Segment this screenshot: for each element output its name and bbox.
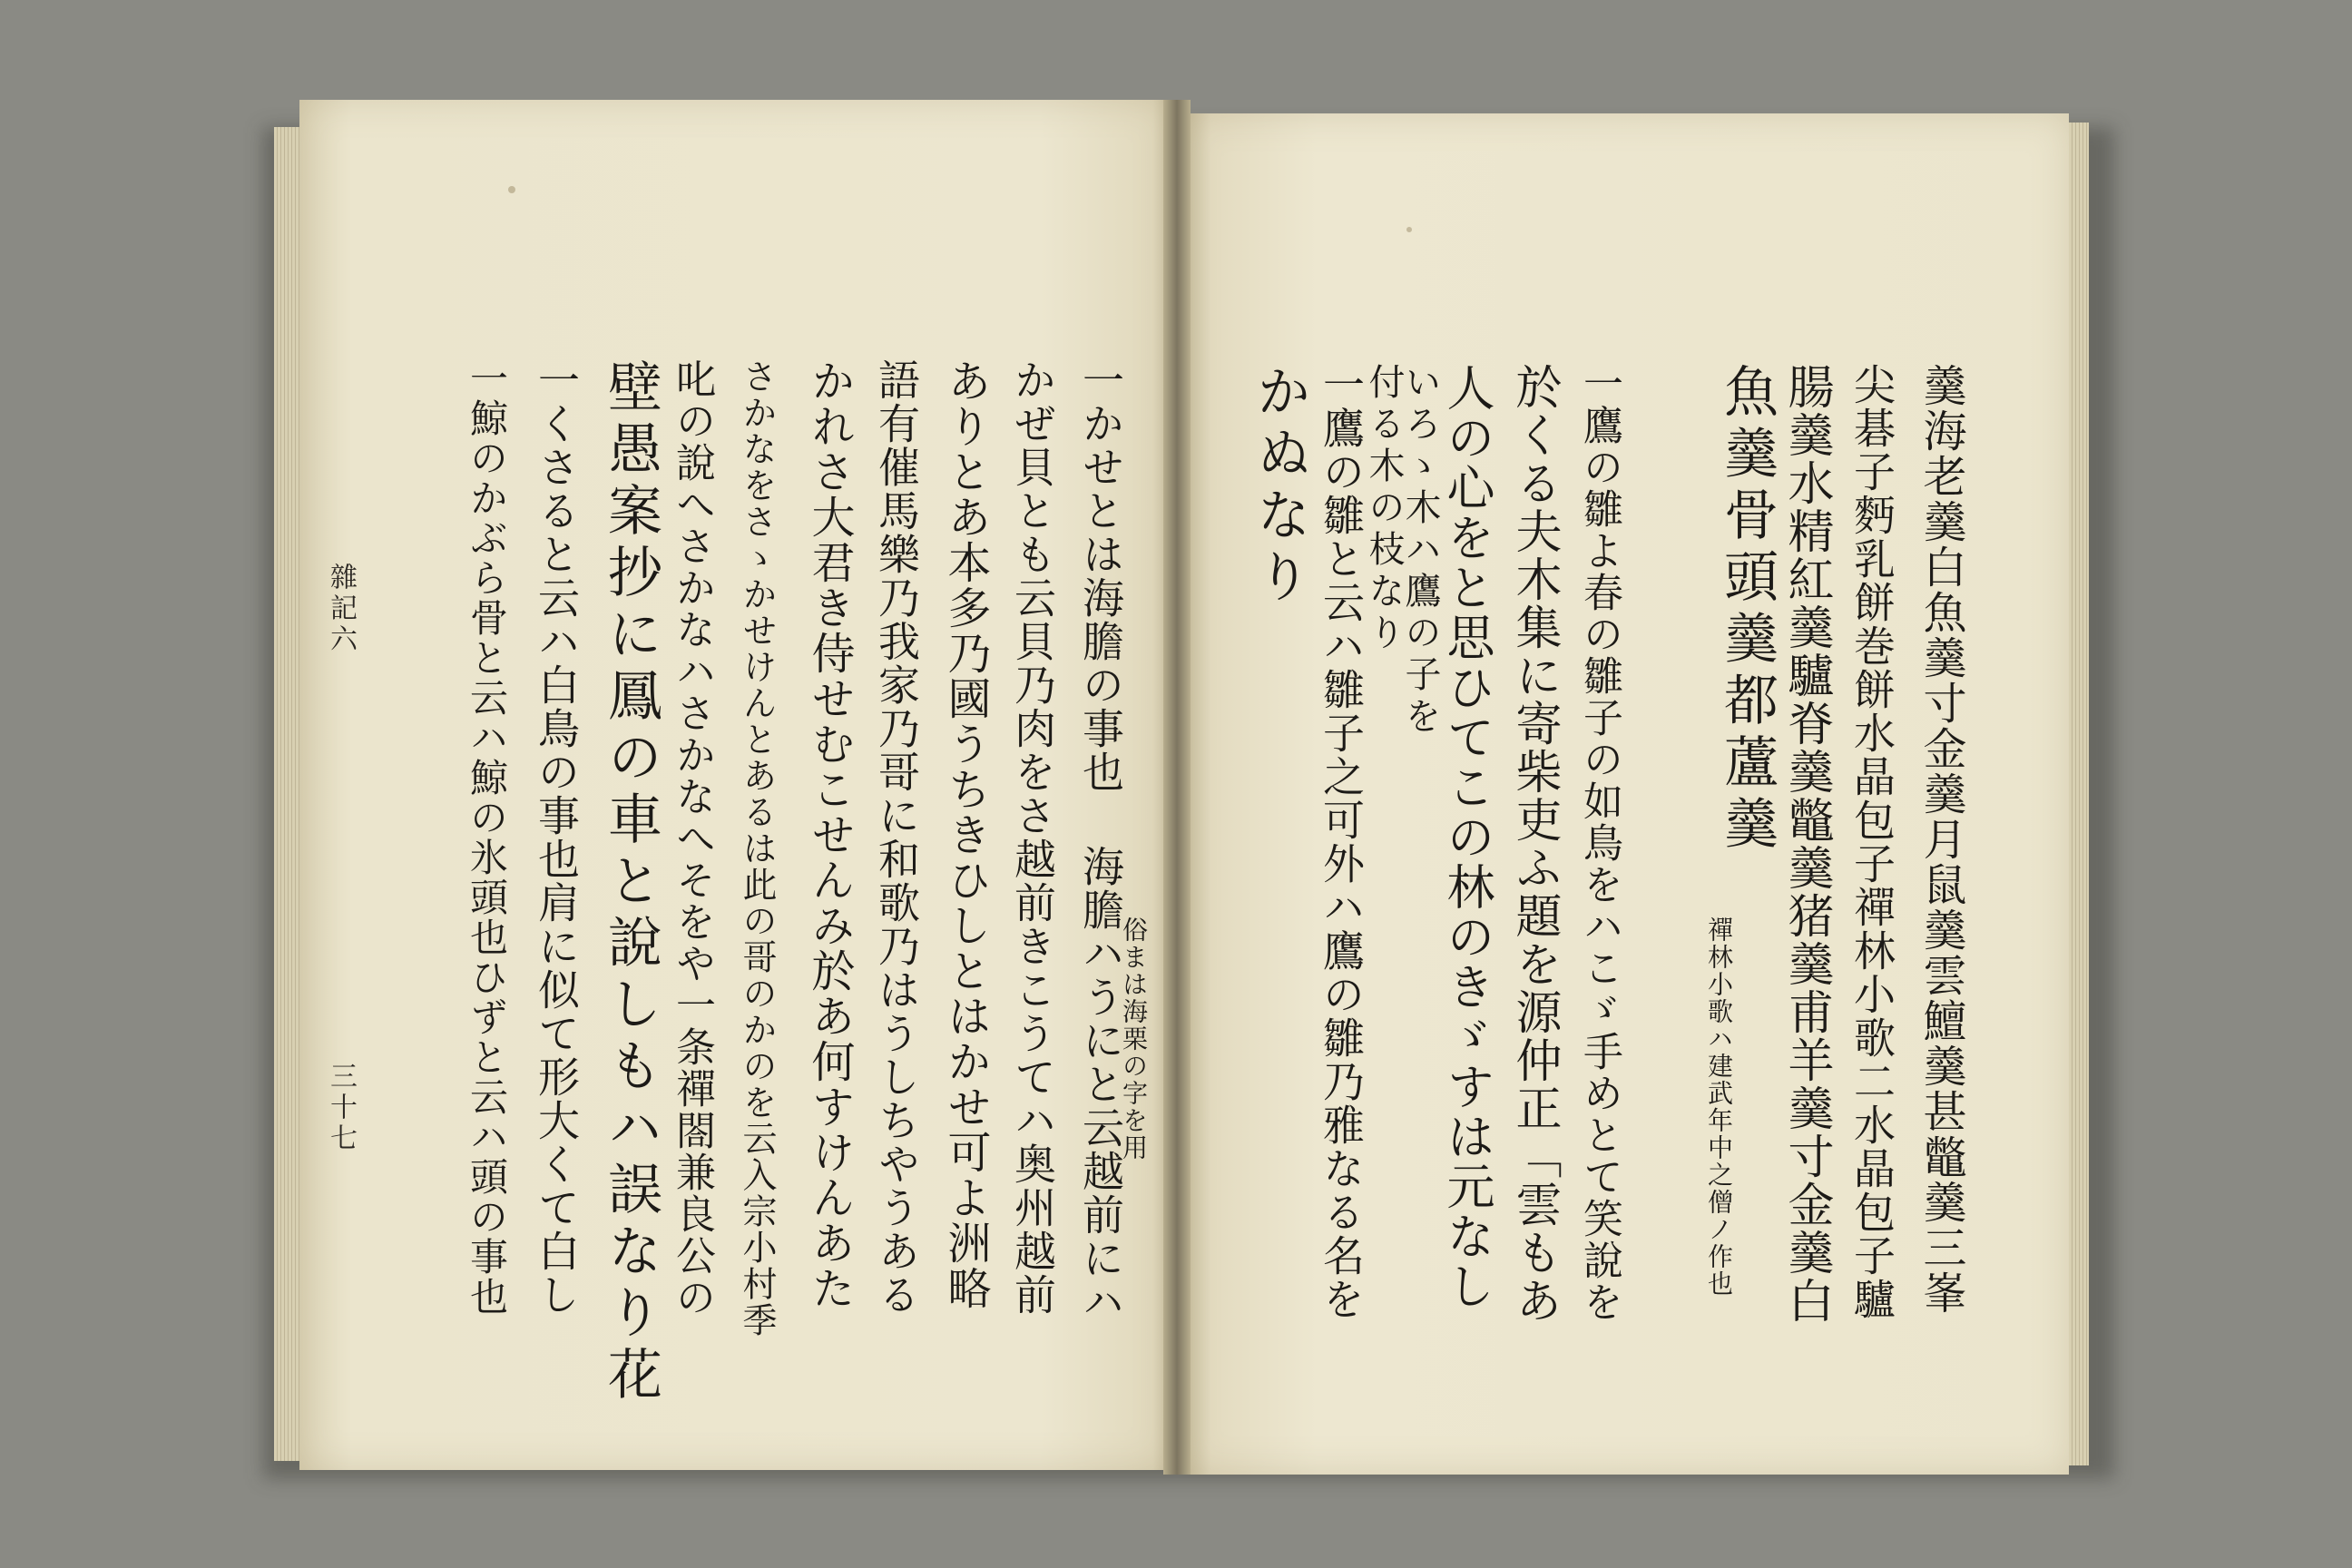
right-small-text: いろゝ木ハ鷹の子を bbox=[1399, 363, 1441, 739]
left-text-column: ありとあ本多乃國うちきひしとはかせ可よ洲略 bbox=[940, 358, 991, 1311]
right-text-column: 一鷹の雛と云ハ雛子之可外ハ鷹の雛乃雅なる名を bbox=[1317, 363, 1366, 1321]
right-text-column: 尖碁子麪乳餅巻餅水晶包子禪林小歌二水晶包子驢 bbox=[1847, 363, 1896, 1321]
left-text-column: 語有催馬樂乃我家乃哥に和歌乃はうしちやうある bbox=[872, 358, 921, 1317]
right-small-text: 付る木の枝なり bbox=[1363, 363, 1405, 655]
right-text-column: 人の心をと思ひてこの林のきゞすは元なし bbox=[1439, 363, 1494, 1311]
left-text-column: かぜ貝とも云貝乃肉をさ越前きこうてハ奥州越前 bbox=[1008, 358, 1057, 1317]
left-annotation: 俗まは海栗の字を用 bbox=[1119, 916, 1149, 1161]
left-text-column: 一くさると云ハ白鳥の事也肩に似て形大くて白し bbox=[532, 358, 581, 1317]
left-text-column: さかなをさゝかせけんとあるは此の哥のかのを云入宗小村季 bbox=[737, 358, 777, 1338]
ink-spot bbox=[508, 186, 515, 193]
right-text-column: 羹海老羹白魚羹寸金羹月鼠羹雲鱣羹甚鼈羹三峯 bbox=[1916, 363, 1966, 1316]
left-text-column: 壁愚案抄に鳳の車と說しもハ誤なり花 bbox=[599, 358, 662, 1407]
book-gutter bbox=[1163, 100, 1191, 1475]
right-text-column: 一鷹の雛よ春の雛子の如鳥をハこゞ手めとて笑說を bbox=[1576, 363, 1622, 1323]
right-text-column: 魚羹骨頭羹都蘆羹 bbox=[1715, 363, 1779, 857]
left-text-column: 叱の說へさかなハさかなへそをや一条禪閤兼良公の bbox=[669, 358, 715, 1318]
left-text-column: 一鯨のかぶら骨と云ハ鯨の氷頭也ひずと云ハ頭の事也 bbox=[465, 358, 509, 1317]
ink-spot bbox=[1406, 227, 1412, 232]
folio-title: 雜記六 bbox=[325, 563, 357, 655]
right-text-column: 腸羹水精紅羹驢脊羹鼈羹猪羹甫羊羹寸金羹白 bbox=[1779, 363, 1833, 1325]
right-text-column: 於くる夫木集に寄柴吏ふ題を源仲正「雲もあ bbox=[1507, 363, 1561, 1325]
right-text-column: かぬなり bbox=[1248, 363, 1311, 610]
right-annotation: 禪林小歌ハ建武年中之僧ノ作也 bbox=[1704, 916, 1734, 1298]
left-text-column: 一かせとは海膽の事也 海膽ハうにと云越前にハ bbox=[1076, 358, 1125, 1324]
left-text-column: かれさ大君き侍せむこせんみ於あ何すけんあた bbox=[804, 358, 855, 1311]
page-number: 三十七 bbox=[325, 1062, 357, 1154]
